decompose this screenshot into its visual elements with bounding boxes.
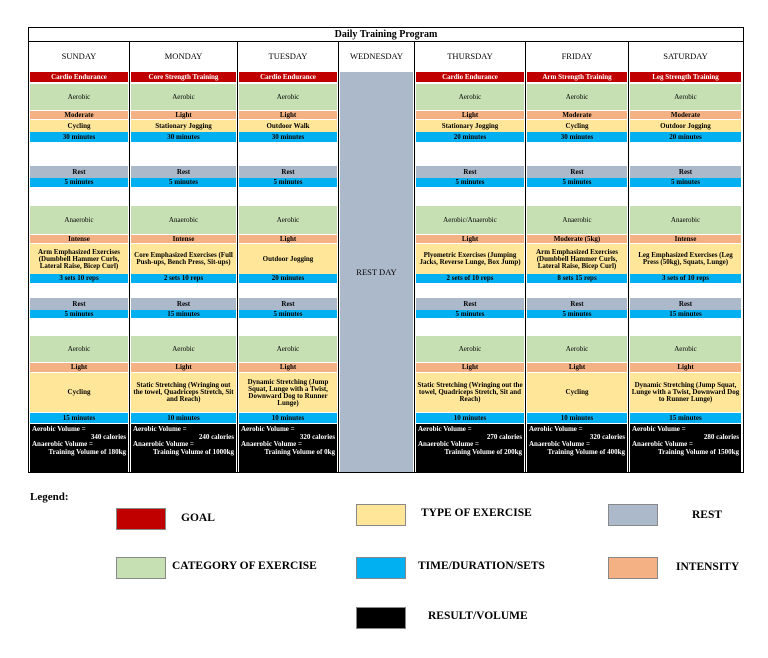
rest-label-cell: Rest bbox=[416, 298, 524, 310]
duration-cell: 8 sets 15 reps bbox=[527, 274, 627, 283]
rest-duration-cell: 5 minutes bbox=[527, 178, 627, 187]
duration-cell: 20 minutes bbox=[239, 274, 337, 283]
result-aero-label: Aerobic Volume = bbox=[32, 425, 86, 433]
rest-duration-cell: 15 minutes bbox=[131, 310, 236, 318]
category-cell: Aerobic bbox=[239, 206, 337, 234]
duration-cell: 10 minutes bbox=[527, 413, 627, 423]
page-title: Daily Training Program bbox=[29, 28, 743, 42]
result-aero-label: Aerobic Volume = bbox=[529, 425, 583, 433]
intensity-cell: Light bbox=[239, 363, 337, 372]
day-column-saturday bbox=[629, 42, 742, 472]
rest-label-cell: Rest bbox=[630, 166, 741, 178]
duration-cell: 30 minutes bbox=[30, 132, 128, 142]
goal-cell: Cardio Endurance bbox=[30, 72, 128, 82]
rest-duration-cell: 5 minutes bbox=[30, 178, 128, 187]
duration-cell: 15 minutes bbox=[30, 413, 128, 423]
result-anaero-value: Training Volume of 1000kg bbox=[153, 447, 234, 456]
rest-duration-cell: 5 minutes bbox=[239, 310, 337, 318]
exercise-type-cell: Outdoor Walk bbox=[239, 120, 337, 132]
duration-cell: 3 sets 10 reps bbox=[30, 274, 128, 283]
rest-label-cell: Rest bbox=[131, 166, 236, 178]
rest-duration-cell: 5 minutes bbox=[630, 178, 741, 187]
rest-label-cell: Rest bbox=[630, 298, 741, 310]
legend-swatch-type bbox=[356, 504, 406, 526]
category-cell: Anaerobic bbox=[131, 206, 236, 234]
exercise-type-cell: Cycling bbox=[30, 120, 128, 132]
legend-swatch-result bbox=[356, 607, 406, 629]
exercise-type-cell: Stationary Jogging bbox=[416, 120, 524, 132]
result-aero-label: Aerobic Volume = bbox=[241, 425, 295, 433]
category-cell: Aerobic/Anaerobic bbox=[416, 206, 524, 234]
category-cell: Aerobic bbox=[131, 336, 236, 362]
intensity-cell: Light bbox=[239, 235, 337, 243]
rest-label-cell: Rest bbox=[527, 298, 627, 310]
legend-label-category: CATEGORY OF EXERCISE bbox=[172, 560, 317, 572]
category-cell: Aerobic bbox=[416, 336, 524, 362]
category-cell: Aerobic bbox=[527, 84, 627, 110]
duration-cell: 30 minutes bbox=[131, 132, 236, 142]
intensity-cell: Light bbox=[630, 363, 741, 372]
category-cell: Anaerobic bbox=[527, 206, 627, 234]
duration-cell: 30 minutes bbox=[239, 132, 337, 142]
duration-cell: 10 minutes bbox=[239, 413, 337, 423]
rest-duration-cell: 5 minutes bbox=[527, 310, 627, 318]
intensity-cell: Moderate bbox=[527, 111, 627, 119]
category-cell: Aerobic bbox=[630, 84, 741, 110]
result-anaero-label: Anaerobic Volume = bbox=[241, 440, 303, 448]
result-anaero-label: Anaerobic Volume = bbox=[418, 440, 480, 448]
exercise-type-cell: Arm Emphasized Exercises (Dumbbell Hammer Curls, Lateral Raise, Bicep Curl) bbox=[527, 244, 627, 274]
category-cell: Aerobic bbox=[30, 336, 128, 362]
intensity-cell: Light bbox=[131, 363, 236, 372]
day-column-tuesday bbox=[238, 42, 339, 472]
exercise-type-cell: Stationary Jogging bbox=[131, 120, 236, 132]
result-aero-value: 320 calories bbox=[589, 432, 625, 441]
exercise-type-cell: Core Emphasized Exercises (Full Push-ups, Bench Press, Sit-ups) bbox=[131, 244, 236, 274]
rest-label-cell: Rest bbox=[416, 166, 524, 178]
rest-duration-cell: 15 minutes bbox=[630, 310, 741, 318]
intensity-cell: Intense bbox=[630, 235, 741, 243]
legend-swatch-time bbox=[356, 557, 406, 579]
result-volume-cell bbox=[131, 424, 236, 473]
exercise-type-cell: Dynamic Stretching (Jump Squat, Lunge with a Twist, Downward Dog to Runner Lunge) bbox=[239, 373, 337, 412]
result-anaero-label: Anaerobic Volume = bbox=[529, 440, 591, 448]
intensity-cell: Intense bbox=[30, 235, 128, 243]
result-aero-label: Aerobic Volume = bbox=[418, 425, 472, 433]
category-cell: Aerobic bbox=[630, 336, 741, 362]
intensity-cell: Light bbox=[416, 235, 524, 243]
day-header: TUESDAY bbox=[239, 42, 337, 71]
result-anaero-value: Training Volume of 200kg bbox=[444, 447, 522, 456]
exercise-type-cell: Cycling bbox=[527, 120, 627, 132]
legend-swatch-category bbox=[116, 557, 166, 579]
result-aero-label: Aerobic Volume = bbox=[632, 425, 686, 433]
day-header: THURSDAY bbox=[416, 42, 524, 71]
result-aero-value: 340 calories bbox=[90, 432, 126, 441]
legend-label-type: TYPE OF EXERCISE bbox=[421, 507, 532, 519]
category-cell: Aerobic bbox=[416, 84, 524, 110]
exercise-type-cell: Cycling bbox=[527, 373, 627, 412]
intensity-cell: Intense bbox=[131, 235, 236, 243]
result-anaero-value: Training Volume of 400kg bbox=[547, 447, 625, 456]
exercise-type-cell: Outdoor Jogging bbox=[630, 120, 741, 132]
intensity-cell: Light bbox=[30, 363, 128, 372]
duration-cell: 2 sets 10 reps bbox=[131, 274, 236, 283]
result-anaero-value: Training Volume of 180kg bbox=[48, 447, 126, 456]
intensity-cell: Light bbox=[416, 363, 524, 372]
duration-cell: 20 minutes bbox=[630, 132, 741, 142]
exercise-type-cell: Arm Emphasized Exercises (Dumbbell Hammer Curls, Lateral Raise, Bicep Curl) bbox=[30, 244, 128, 274]
result-volume-cell bbox=[239, 424, 337, 473]
legend-label-goal: GOAL bbox=[181, 512, 215, 524]
duration-cell: 20 minutes bbox=[416, 132, 524, 142]
duration-cell: 10 minutes bbox=[131, 413, 236, 423]
exercise-type-cell: Cycling bbox=[30, 373, 128, 412]
day-column-wednesday bbox=[339, 42, 415, 472]
rest-label-cell: Rest bbox=[527, 166, 627, 178]
intensity-cell: Light bbox=[416, 111, 524, 119]
legend-title: Legend: bbox=[30, 491, 69, 503]
day-column-sunday bbox=[29, 42, 130, 472]
exercise-type-cell: Leg Emphasized Exercises (Leg Press (50kg), Squats, Lunge) bbox=[630, 244, 741, 274]
result-anaero-label: Anaerobic Volume = bbox=[133, 440, 195, 448]
duration-cell: 15 minutes bbox=[630, 413, 741, 423]
result-aero-label: Aerobic Volume = bbox=[133, 425, 187, 433]
goal-cell: Arm Strength Training bbox=[527, 72, 627, 82]
result-anaero-label: Anaerobic Volume = bbox=[32, 440, 94, 448]
legend-swatch-goal bbox=[116, 508, 166, 530]
result-volume-cell bbox=[630, 424, 741, 473]
result-aero-value: 280 calories bbox=[703, 432, 739, 441]
rest-day-cell: REST DAY bbox=[340, 72, 413, 472]
exercise-type-cell: Dynamic Stretching (Jump Squat, Lunge with a Twist, Downward Dog to Runner Lunge) bbox=[630, 373, 741, 412]
result-aero-value: 240 calories bbox=[198, 432, 234, 441]
exercise-type-cell: Outdoor Jogging bbox=[239, 244, 337, 274]
category-cell: Aerobic bbox=[239, 336, 337, 362]
category-cell: Aerobic bbox=[239, 84, 337, 110]
rest-label-cell: Rest bbox=[131, 298, 236, 310]
legend-label-intensity: INTENSITY bbox=[676, 561, 740, 573]
day-column-thursday bbox=[415, 42, 526, 472]
legend-swatch-intensity bbox=[608, 557, 658, 579]
result-anaero-label: Anaerobic Volume = bbox=[632, 440, 694, 448]
goal-cell: Cardio Endurance bbox=[416, 72, 524, 82]
goal-cell: Leg Strength Training bbox=[630, 72, 741, 82]
exercise-type-cell: Static Stretching (Wringing out the towel, Quadriceps Stretch, Sit and Reach) bbox=[416, 373, 524, 412]
legend-swatch-rest bbox=[608, 504, 658, 526]
result-volume-cell bbox=[527, 424, 627, 473]
training-table bbox=[28, 27, 744, 473]
rest-duration-cell: 5 minutes bbox=[416, 310, 524, 318]
legend-label-time: TIME/DURATION/SETS bbox=[418, 560, 545, 572]
duration-cell: 10 minutes bbox=[416, 413, 524, 423]
category-cell: Aerobic bbox=[131, 84, 236, 110]
intensity-cell: Moderate bbox=[630, 111, 741, 119]
day-header: SUNDAY bbox=[30, 42, 128, 71]
intensity-cell: Light bbox=[131, 111, 236, 119]
day-header: MONDAY bbox=[131, 42, 236, 71]
result-volume-cell bbox=[30, 424, 128, 473]
rest-label-cell: Rest bbox=[239, 166, 337, 178]
category-cell: Aerobic bbox=[527, 336, 627, 362]
rest-label-cell: Rest bbox=[30, 298, 128, 310]
result-anaero-value: Training Volume of 1500kg bbox=[658, 447, 739, 456]
exercise-type-cell: Plyometric Exercises (Jumping Jacks, Reverse Lunge, Box Jump) bbox=[416, 244, 524, 274]
rest-duration-cell: 5 minutes bbox=[30, 310, 128, 318]
day-header: WEDNESDAY bbox=[340, 42, 413, 71]
result-volume-cell bbox=[416, 424, 524, 473]
duration-cell: 2 sets of 10 reps bbox=[416, 274, 524, 283]
category-cell: Anaerobic bbox=[630, 206, 741, 234]
category-cell: Aerobic bbox=[30, 84, 128, 110]
legend-label-rest: REST bbox=[692, 509, 723, 521]
exercise-type-cell: Static Stretching (Wringing out the towel, Quadriceps Stretch, Sit and Reach) bbox=[131, 373, 236, 412]
day-column-monday bbox=[130, 42, 238, 472]
category-cell: Anaerobic bbox=[30, 206, 128, 234]
intensity-cell: Light bbox=[239, 111, 337, 119]
duration-cell: 3 sets of 10 reps bbox=[630, 274, 741, 283]
rest-duration-cell: 5 minutes bbox=[131, 178, 236, 187]
day-header: SATURDAY bbox=[630, 42, 741, 71]
duration-cell: 30 minutes bbox=[527, 132, 627, 142]
intensity-cell: Light bbox=[527, 363, 627, 372]
result-aero-value: 320 calories bbox=[299, 432, 335, 441]
goal-cell: Cardio Endurance bbox=[239, 72, 337, 82]
goal-cell: Core Strength Training bbox=[131, 72, 236, 82]
day-column-friday bbox=[526, 42, 629, 472]
rest-duration-cell: 5 minutes bbox=[239, 178, 337, 187]
result-aero-value: 270 calories bbox=[486, 432, 522, 441]
intensity-cell: Moderate bbox=[30, 111, 128, 119]
rest-duration-cell: 5 minutes bbox=[416, 178, 524, 187]
day-header: FRIDAY bbox=[527, 42, 627, 71]
rest-label-cell: Rest bbox=[30, 166, 128, 178]
rest-label-cell: Rest bbox=[239, 298, 337, 310]
result-anaero-value: Training Volume of 0kg bbox=[264, 447, 335, 456]
legend-label-result: RESULT/VOLUME bbox=[428, 610, 528, 622]
intensity-cell: Moderate (5kg) bbox=[527, 235, 627, 243]
